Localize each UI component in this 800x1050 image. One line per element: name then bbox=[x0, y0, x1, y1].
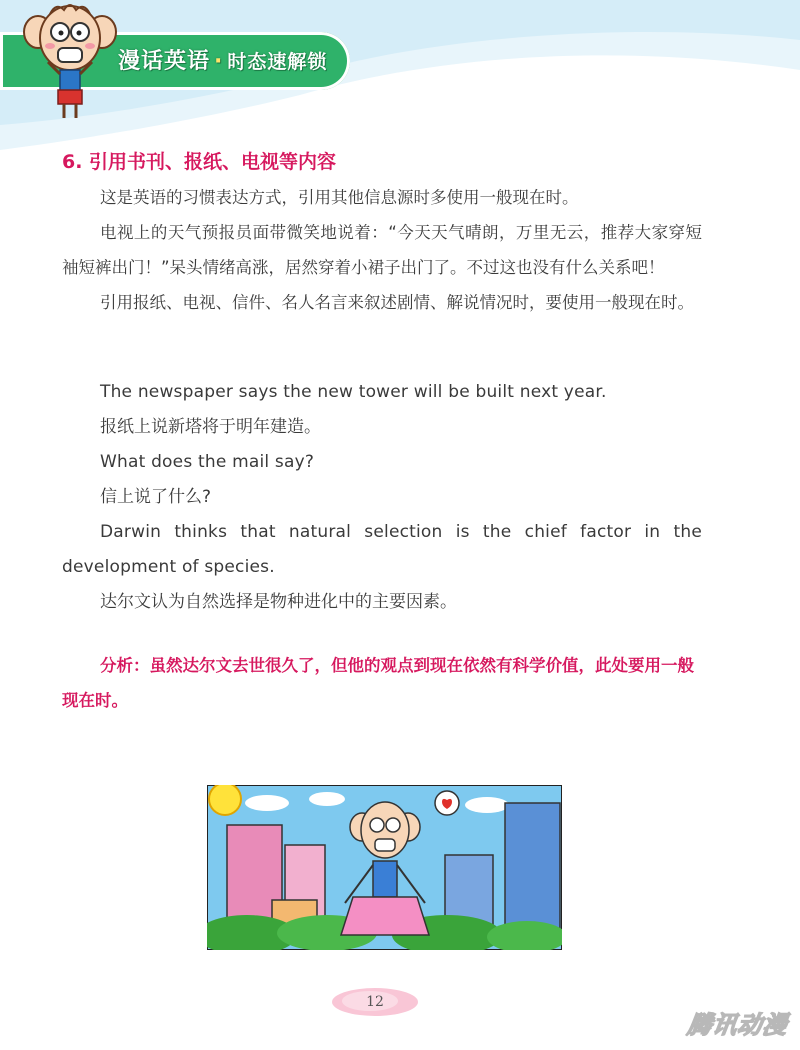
example-translation-zh: 报纸上说新塔将于明年建造。 bbox=[100, 417, 321, 437]
header-banner-title bbox=[118, 44, 327, 75]
example-sentence-en: What does the mail say? bbox=[100, 452, 315, 472]
book-title: 漫话英语 bbox=[118, 49, 211, 74]
example-translation-zh: 信上说了什么? bbox=[100, 487, 212, 507]
mascot-icon bbox=[20, 0, 120, 125]
analysis-note: 分析：虽然达尔文去世很久了，但他的观点到现在依然有科学价值，此处要用一般现在时。 bbox=[62, 656, 694, 710]
example-sentence-en: The newspaper says the new tower will be built next year. bbox=[100, 382, 607, 402]
paragraph: 电视上的天气预报员面带微笑地说着：“今天天气晴朗，万里无云，推荐大家穿短袖短裤出门！”呆头情绪高涨，居然穿着小裙子出门了。不过这也没有什么关系吧！ bbox=[62, 223, 702, 277]
watermark: 腾讯动漫 bbox=[685, 1011, 790, 1039]
example-translation-zh: 达尔文认为自然选择是物种进化中的主要因素。 bbox=[100, 592, 457, 612]
comic-illustration bbox=[207, 785, 562, 950]
book-subtitle: 时态速解锁 bbox=[227, 51, 328, 73]
title-separator: · bbox=[214, 49, 224, 74]
spacer bbox=[62, 320, 702, 375]
paragraph: 引用报纸、电视、信件、名人名言来叙述剧情、解说情况时，要使用一般现在时。 bbox=[100, 293, 694, 312]
page-number-badge bbox=[330, 985, 420, 1019]
page-number: 12 bbox=[366, 994, 384, 1010]
paragraph: 这是英语的习惯表达方式，引用其他信息源时多使用一般现在时。 bbox=[100, 188, 579, 207]
main-content bbox=[62, 148, 702, 735]
section-title: 6. 引用书刊、报纸、电视等内容 bbox=[62, 151, 337, 173]
example-sentence-en: Darwin thinks that natural selection is the chief factor in the development of species. bbox=[62, 522, 702, 577]
